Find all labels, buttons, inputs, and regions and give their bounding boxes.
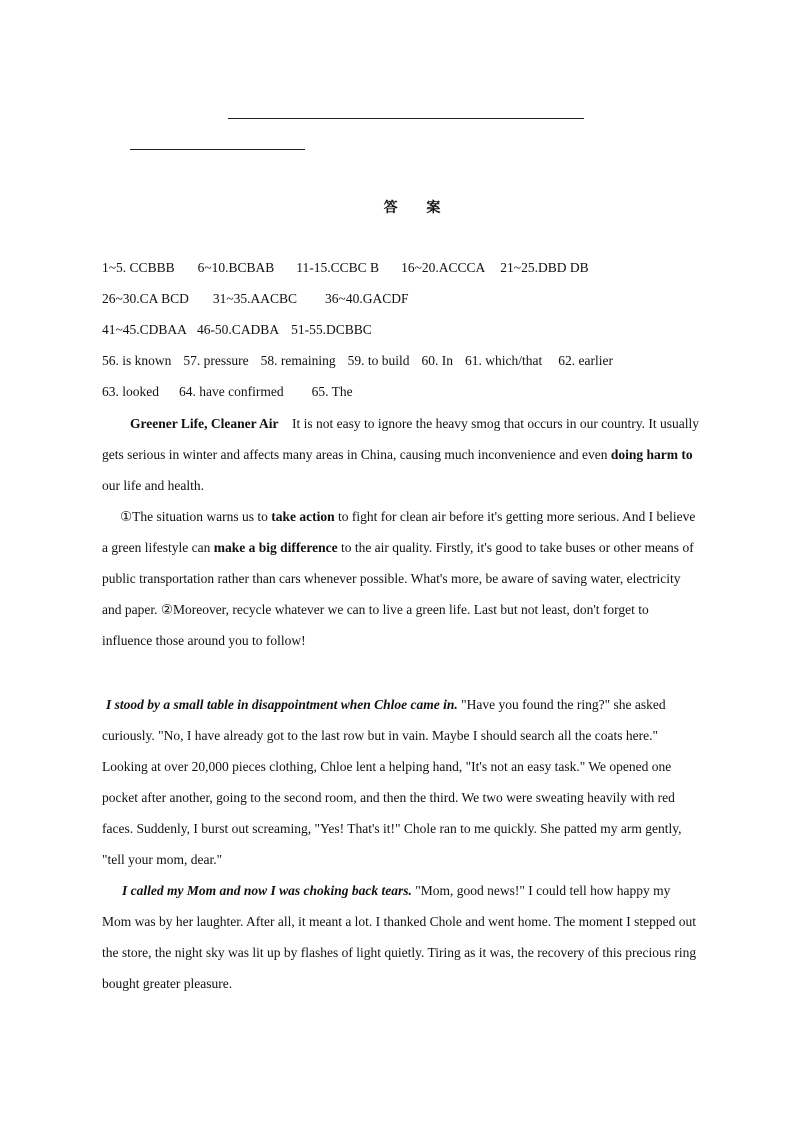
given-sentence: I called my Mom and now I was choking back tears. (122, 883, 412, 898)
blank-line-second (130, 149, 305, 150)
essay-text: "Have you found the ring?" she asked curiously. "No, I have already got to the last row but in vain. Maybe I should search all the coats here." Looking at over 20,000 pieces clothing, Chloe lent a helping hand, "It's not an easy task." We opened one pocket after another, going to the second room, and then the third. We two were sweating heavily with red faces. Suddenly, I burst out screaming, "Yes! That's it!" Chole ran to me quickly. She patted my arm gently, "tell your mom, dear." (102, 697, 682, 867)
answer-item: 61. which/that (465, 353, 543, 368)
answer-item: 51-55.DCBBC (291, 322, 372, 337)
answer-row-4 (102, 351, 702, 382)
answer-item: 65. The (311, 384, 353, 399)
answer-key (102, 258, 702, 413)
answer-item: 31~35.AACBC (212, 291, 298, 306)
essay-title: Greener Life, Cleaner Air (130, 416, 279, 431)
blank-line-top-right (444, 118, 584, 119)
answer-item: 16~20.ACCCA (401, 260, 486, 275)
page-title: 答 案 (383, 200, 453, 216)
essay-text: "Mom, good news!" I could tell how happy my Mom was by her laughter. After all, it meant a lot. I thanked Chole and went home. The moment I stepped out the store, the night sky was lit up by flashes of light quietly. Tiring as it was, the recovery of this precious ring bought greater pleasure. (102, 883, 697, 991)
blank-line-top-left (228, 118, 444, 119)
answer-row-2 (102, 289, 702, 320)
essay-green-life (102, 408, 700, 656)
essay-text: to fight for clean air before it's getting more serious. And I believe a green lifestyle can (102, 509, 696, 555)
essay-text: to the air quality. Firstly, it's good to take buses or other means of public transportation rather than cars whenever possible. What's more, be aware of saving water, electricity and paper. ②Moreover, recycle whatever we can to live a green life. Last but not least, don't forget to influence those around you to follow! (102, 540, 694, 648)
essay-paragraph (102, 501, 700, 656)
answer-item: 46-50.CADBA (196, 322, 280, 337)
essay-text: our life and health. (102, 478, 204, 493)
essay-text: It is not easy to ignore the heavy smog that occurs in our country. It usually gets serious in winter and affects many areas in China, causing much inconvenience and even (102, 416, 700, 462)
answer-item: 41~45.CDBAA (102, 322, 187, 337)
answer-item: 36~40.GACDF (325, 291, 409, 306)
answer-item: 21~25.DBD DB (500, 260, 589, 275)
answer-item: 6~10.BCBAB (197, 260, 275, 275)
answer-item: 1~5. CCBBB (102, 260, 175, 275)
answer-row-3 (102, 320, 702, 351)
answer-item: 58. remaining (260, 353, 336, 368)
answer-item: 56. is known (102, 353, 172, 368)
essay-text: ①The situation warns us to (120, 509, 272, 524)
essay-paragraph (102, 408, 700, 501)
answer-item: 62. earlier (558, 353, 613, 368)
answer-item: 64. have confirmed (179, 384, 284, 399)
answer-item: 63. looked (102, 384, 159, 399)
essay-paragraph (102, 689, 700, 875)
essay-paragraph (102, 875, 700, 999)
answer-item: 59. to build (347, 353, 410, 368)
answer-item: 57. pressure (183, 353, 249, 368)
answer-item: 11-15.CCBC B (296, 260, 380, 275)
answer-row-1 (102, 258, 702, 289)
highlight-phrase: make a big difference (213, 540, 338, 555)
highlight-phrase: doing harm to (610, 447, 693, 462)
answer-item: 60. In (421, 353, 453, 368)
essay-continuation (102, 689, 700, 999)
given-sentence: I stood by a small table in disappointment when Chloe came in. (106, 697, 458, 712)
highlight-phrase: take action (271, 509, 335, 524)
answer-item: 26~30.CA BCD (102, 291, 189, 306)
